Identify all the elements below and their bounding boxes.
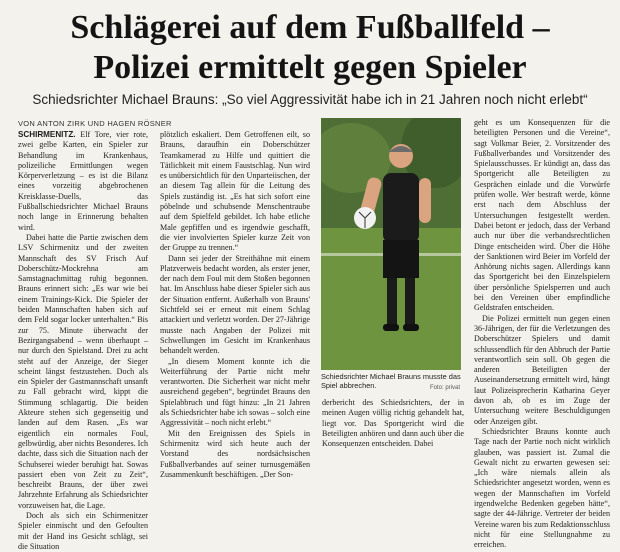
headline bbox=[0, 8, 620, 88]
article-column-2 bbox=[160, 130, 310, 480]
photo-caption: Schiedsrichter Michael Brauns musste das Spiel abbrechen. bbox=[321, 372, 461, 390]
subheadline: Schiedsrichter Michael Brauns: „So viel Aggressivität habe ich in 21 Jahren noch nicht erlebt“ bbox=[32, 92, 588, 107]
paragraph: SCHIRMENITZ. Elf Tore, vier rote, zwei gelbe Karten, ein Spieler zur Behandlung im Krankenhaus, polizeiliche Ermittlungen wegen Körperverletzung – es ist die Bilanz eines vorzeitig abgebrochenen Kreisklasse-Duells, das Fußballschiedsrichter Michael Brauns noch lange in Erinnerung behalten wird. bbox=[18, 130, 148, 232]
paragraph: Mit den Ereignissen des Spiels in Schirmenitz wird sich heute auch der Vorstand des nordsächsischen Fußballverbandes auf seiner turnusgemäßen Zusammenkunft beschäftigen. „Der Son- bbox=[160, 428, 310, 479]
paragraph: Die Polizei ermittelt nun gegen einen 36-Jährigen, der für die Verletzungen des Doberschützer Spielers und damit schlussendlich für den Abbruch der Partie verantwortlich sein soll. Ob gegen die anderen Beteiligten der Auseinandersetzung ermittelt wird, hängt laut Polizeisprecherin Katharina Geyer davon ab, ob es im Zuge der Untersuchung weitere Beschuldigungen oder Anzeigen gibt. bbox=[474, 313, 610, 426]
paragraph: „In diesem Moment konnte ich die Weiterführung der Partie nicht mehr verantworten. Die Sicherheit war nicht mehr ausreichend gegeben“, begründet Brauns den Spielabbruch und fügt hinzu: „In 21 Jahren als Schiedsrichter habe ich sowas – solch eine Aggressivität – noch nicht erlebt.“ bbox=[160, 356, 310, 428]
paragraph: derbericht des Schiedsrichters, der in meinen Augen völlig richtig gehandelt hat, liegt vor. Das Sportgericht wird die Beteiligten anhören und dann auch über die Konsequenzen entscheiden. Dabei bbox=[322, 398, 464, 449]
headline-line-2: Polizei ermittelt gegen Spieler bbox=[93, 49, 527, 86]
article-column-1 bbox=[18, 130, 148, 552]
paragraph: Dann sei jeder der Streithähne mit einem Platzverweis bedacht worden, als erster jener, der nach dem Foul mit dem Stoßen begonnen hat. Im Anschluss habe dieser Spieler sich aus der Situation entfernt. Außerhalb von Brauns' Sichtfeld sei er erneut mit einem Schlag attackiert und verletzt worden. Der 27-Jährige musste nach Angaben der Polizei mit Schwellungen im Gesicht im Krankenhaus behandelt werden. bbox=[160, 253, 310, 356]
dateline: SCHIRMENITZ. bbox=[18, 130, 76, 139]
paragraph: Doch als sich ein Schirmenitzer Spieler einmischt und den Gefoulten mit der Hand ins Gesicht schlägt, sei die Situation bbox=[18, 510, 148, 551]
paragraph: Schiedsrichter Brauns konnte auch Tage nach der Partie noch nicht wirklich glauben, was passiert ist. Zumal die Gewalt nicht zu erwarten gewesen sei: „Ich wäre niemals allein als Schiedsrichter angesetzt worden, wenn es wegen der Mannschaften im Vorfeld irgendwelche Bedenken gegeben hätte“, sagte der 44-Jährige. Vertreter der beiden Vereine waren bis zum Redaktionsschluss nicht für eine Stellungnahme zu erreichen. bbox=[474, 426, 610, 550]
byline: VON ANTON ZIRK UND HAGEN RÖSNER bbox=[18, 119, 172, 128]
paragraph: Dabei hatte die Partie zwischen dem LSV Schirmenitz und der zweiten Mannschaft des SV Frisch Auf Doberschütz-Mockrehna am Samstagnachmittag ruhig begonnen. Brauns erinnert sich: „Es war wie bei einem Trainings-Kick. Die Spieler der beiden Mannschaften haben sich auf dem Feld sogar locker unterhalten.“ Bis zur 75. Minute überwacht der Bezirgangsabend – wenn überhaupt – nur durch den Spielstand. Drei zu acht steht auf der Anzeige, der Sieger scheint längst festzustehen. Doch als ein Spieler der Gastmannschaft unsanft zu Fall gebracht wird, kippt die Stimmung schlagartig. Die beiden Akteure stehen sich gegenseitig und landen auf dem Rasen. „Es war eigentlich ein normales Foul, gelbwürdig, aber nichts Besonderes. Ich dachte, dass sich die Situation nach der Schubserei wieder beruhigt hat. Sowas passiert eben von Zeit zu Zeit“, beschreibt Brauns, der über zwei Jahrzehnte Erfahrung als Schiedsrichter vorzuweisen hat, die Lage. bbox=[18, 232, 148, 510]
headline-line-1: Schlägerei auf dem Fußballfeld – bbox=[70, 9, 550, 46]
article-column-4 bbox=[322, 398, 464, 449]
photo-credit: Foto: privat bbox=[430, 385, 461, 391]
referee-photo-illustration bbox=[321, 118, 461, 370]
article-column-3 bbox=[474, 118, 610, 550]
paragraph: geht es um Konsequenzen für die beteiligten Personen und die Vereine“, sagt Volkmar Beier, 2. Vorsitzender des Fußballverbandes und Vorsitzender des Spielausschusses. Er kündigt an, dass das Sportgericht alle Beteiligten zu Gesprächen einlade und die Vorwürfe prüfen wolle. Wer bestraft werde, könne erst nach dem Abschluss der Untersuchungen festgestellt werden. Dabei betont er jedoch, dass der Verband auch nur über die verbandsrechtlichen Dinge entscheiden wird. Über die Höhe der Sanktionen wird Beier im Vorfeld der Anhörung nichts sagen. Allerdings kann das Sportgericht bei den Einzelspielern über persönliche Spielsperren und auch bei den Vereinen über empfindliche Geldstrafen entscheiden. bbox=[474, 118, 610, 313]
referee-photo bbox=[321, 118, 461, 370]
paragraph: plötzlich eskaliert. Dem Getroffenen eilt, so Brauns, daraufhin ein Doberschützer Teamkamerad zu Hilfe und quittiert die Tätlichkeit mit einem Faustschlag. Nun wird es unübersichtlich für den Unparteiischen, der an diesem Tag allein für die Leitung des Spiels zuständig ist. „Es hat sich sofort eine pöbelnde und schubsende Menschentraube auf dem Spielfeld gebildet. Ich habe etliche Male gepfiffen und es irgendwie geschafft, die vier involvierten Spieler kurze Zeit von der Gruppe zu trennen.“ bbox=[160, 130, 310, 253]
